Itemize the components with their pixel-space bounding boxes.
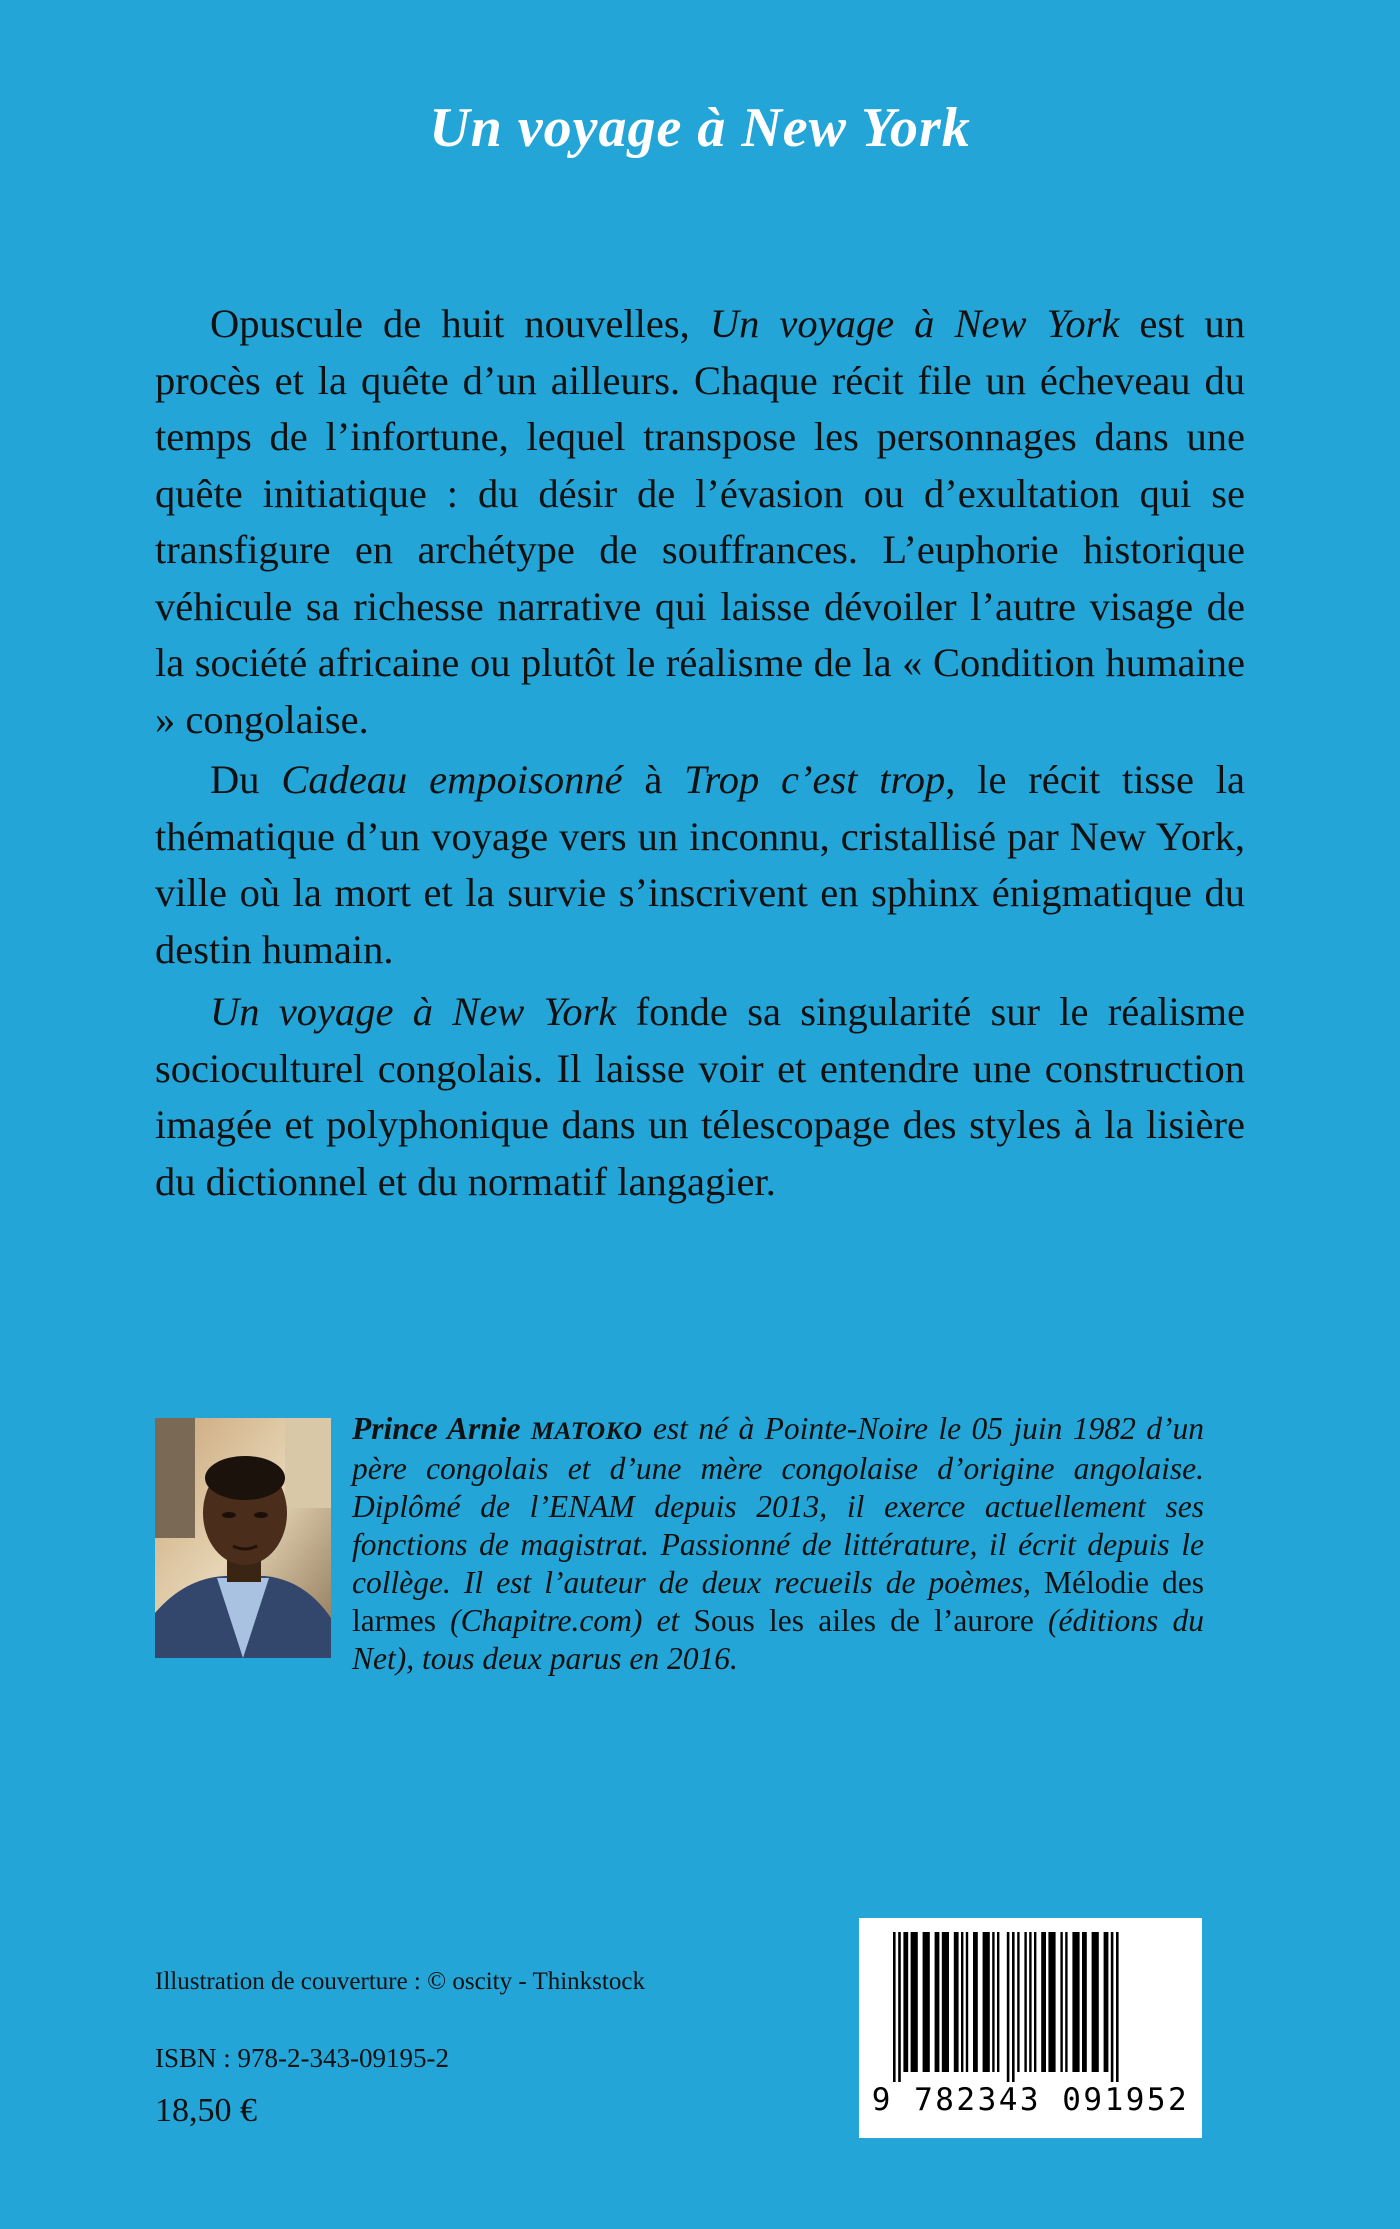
barcode-bar — [1060, 1932, 1062, 2072]
barcode-bar — [966, 1932, 968, 2072]
barcode-bar — [1017, 1932, 1019, 2072]
barcode-bar — [1072, 1932, 1079, 2072]
summary-paragraph-3 — [155, 984, 1245, 1210]
summary-paragraph-1 — [155, 296, 1245, 748]
barcode-bar — [898, 1932, 901, 2082]
italic-title-run: Cadeau empoisonné — [281, 757, 623, 802]
summary-paragraph-2 — [155, 752, 1245, 978]
barcode-bar — [973, 1932, 978, 2072]
barcode-bar — [1116, 1932, 1119, 2082]
barcode-bar — [1012, 1932, 1015, 2082]
barcode-digits: 9 782343 091952 — [871, 2082, 1190, 2118]
italic-title-run: Un voyage à New York — [210, 989, 617, 1034]
barcode-bar — [1065, 1932, 1067, 2072]
barcode-bar — [1024, 1932, 1026, 2072]
italic-title-run: Un voyage à New York — [709, 301, 1120, 346]
text-run: à — [622, 757, 685, 802]
author-portrait-illustration — [155, 1418, 331, 1658]
work-title-1: Mélodie des larmes — [352, 1565, 1205, 1638]
barcode-bar — [1034, 1932, 1036, 2072]
italic-title-run: Trop c’est trop — [684, 757, 946, 802]
barcode-bar — [1041, 1932, 1046, 2072]
author-name: Prince Arnie MATOKO — [352, 1411, 643, 1446]
barcode-bars — [859, 1918, 1202, 2083]
book-title: Un voyage à New York — [429, 97, 971, 159]
barcode-bar — [997, 1932, 999, 2072]
barcode-bar — [942, 1932, 949, 2072]
cover-credit: Illustration de couverture : © oscity - Thinkstock — [155, 1968, 645, 1995]
barcode-bar — [1104, 1932, 1109, 2072]
barcode-bar — [935, 1932, 940, 2072]
text-run: , le récit tisse la thématique d’un voyage vers un inconnu, cristallisé par New York, ville où la mort et la survie s’inscrivent en sphinx énigmatique du destin humain. — [155, 757, 1246, 972]
text-run: Opuscule de huit nouvelles, — [210, 301, 710, 346]
text-run: est un procès et la quête d’un ailleurs. Chaque récit file un écheveau du temps de l’infortune, lequel transpose les personnages dans une quête initiatique : du désir de l’évasion ou d’exultation qui se transfigure en archétype de souffrances. L’euphorie historique véhicule sa richesse narrative qui laisse dévoiler l’autre visage de la société africaine ou plutôt le réalisme de la « Condition humaine » congolaise. — [155, 301, 1245, 742]
summary — [155, 296, 1245, 1210]
author-photo — [155, 1418, 331, 1658]
barcode-bar — [1007, 1932, 1010, 2082]
barcode-bar — [893, 1932, 896, 2082]
barcode-bar — [1111, 1932, 1114, 2082]
text-run: fonde sa singularité sur le réalisme socioculturel congolais. Il laisse voir et entendre une construction imagée et polyphonique dans un télescopage des styles à la lisière du dictionnel et du normatif langagier. — [155, 989, 1245, 1204]
author-bio: Prince Arnie MATOKO est né à Pointe-Noire le 05 juin 1982 d’un père congolais et d’une mère congolaise d’origine angolaise. Diplômé de l’ENAM depuis 2013, il exerce actuellement ses fonctions de magistrat. Passionné de littérature, il écrit depuis le collège. Il est l’auteur de deux recueils de poèmes, Mélodie des larmes (Chapitre.com) et Sous les ailes de l’aurore (éditions du Net), tous deux parus en 2016. — [352, 1411, 1205, 1676]
barcode-bar — [923, 1932, 930, 2072]
text-run: Du — [210, 757, 282, 802]
barcode-bar — [1092, 1932, 1099, 2072]
barcode-bar — [911, 1932, 918, 2072]
barcode-bar — [992, 1932, 994, 2072]
barcode-bar — [954, 1932, 959, 2072]
isbn: ISBN : 978-2-343-09195-2 — [155, 2043, 449, 2073]
barcode-bar — [1048, 1932, 1055, 2072]
barcode-bar — [983, 1932, 990, 2072]
price: 18,50 € — [155, 2092, 257, 2129]
barcode-bar — [1029, 1932, 1031, 2072]
barcode-bar — [961, 1932, 963, 2072]
barcode-bar — [903, 1932, 908, 2072]
work-title-2: Sous les ailes de l’aurore — [693, 1603, 1034, 1638]
barcode-bar — [1082, 1932, 1087, 2072]
barcode — [859, 1918, 1202, 2138]
